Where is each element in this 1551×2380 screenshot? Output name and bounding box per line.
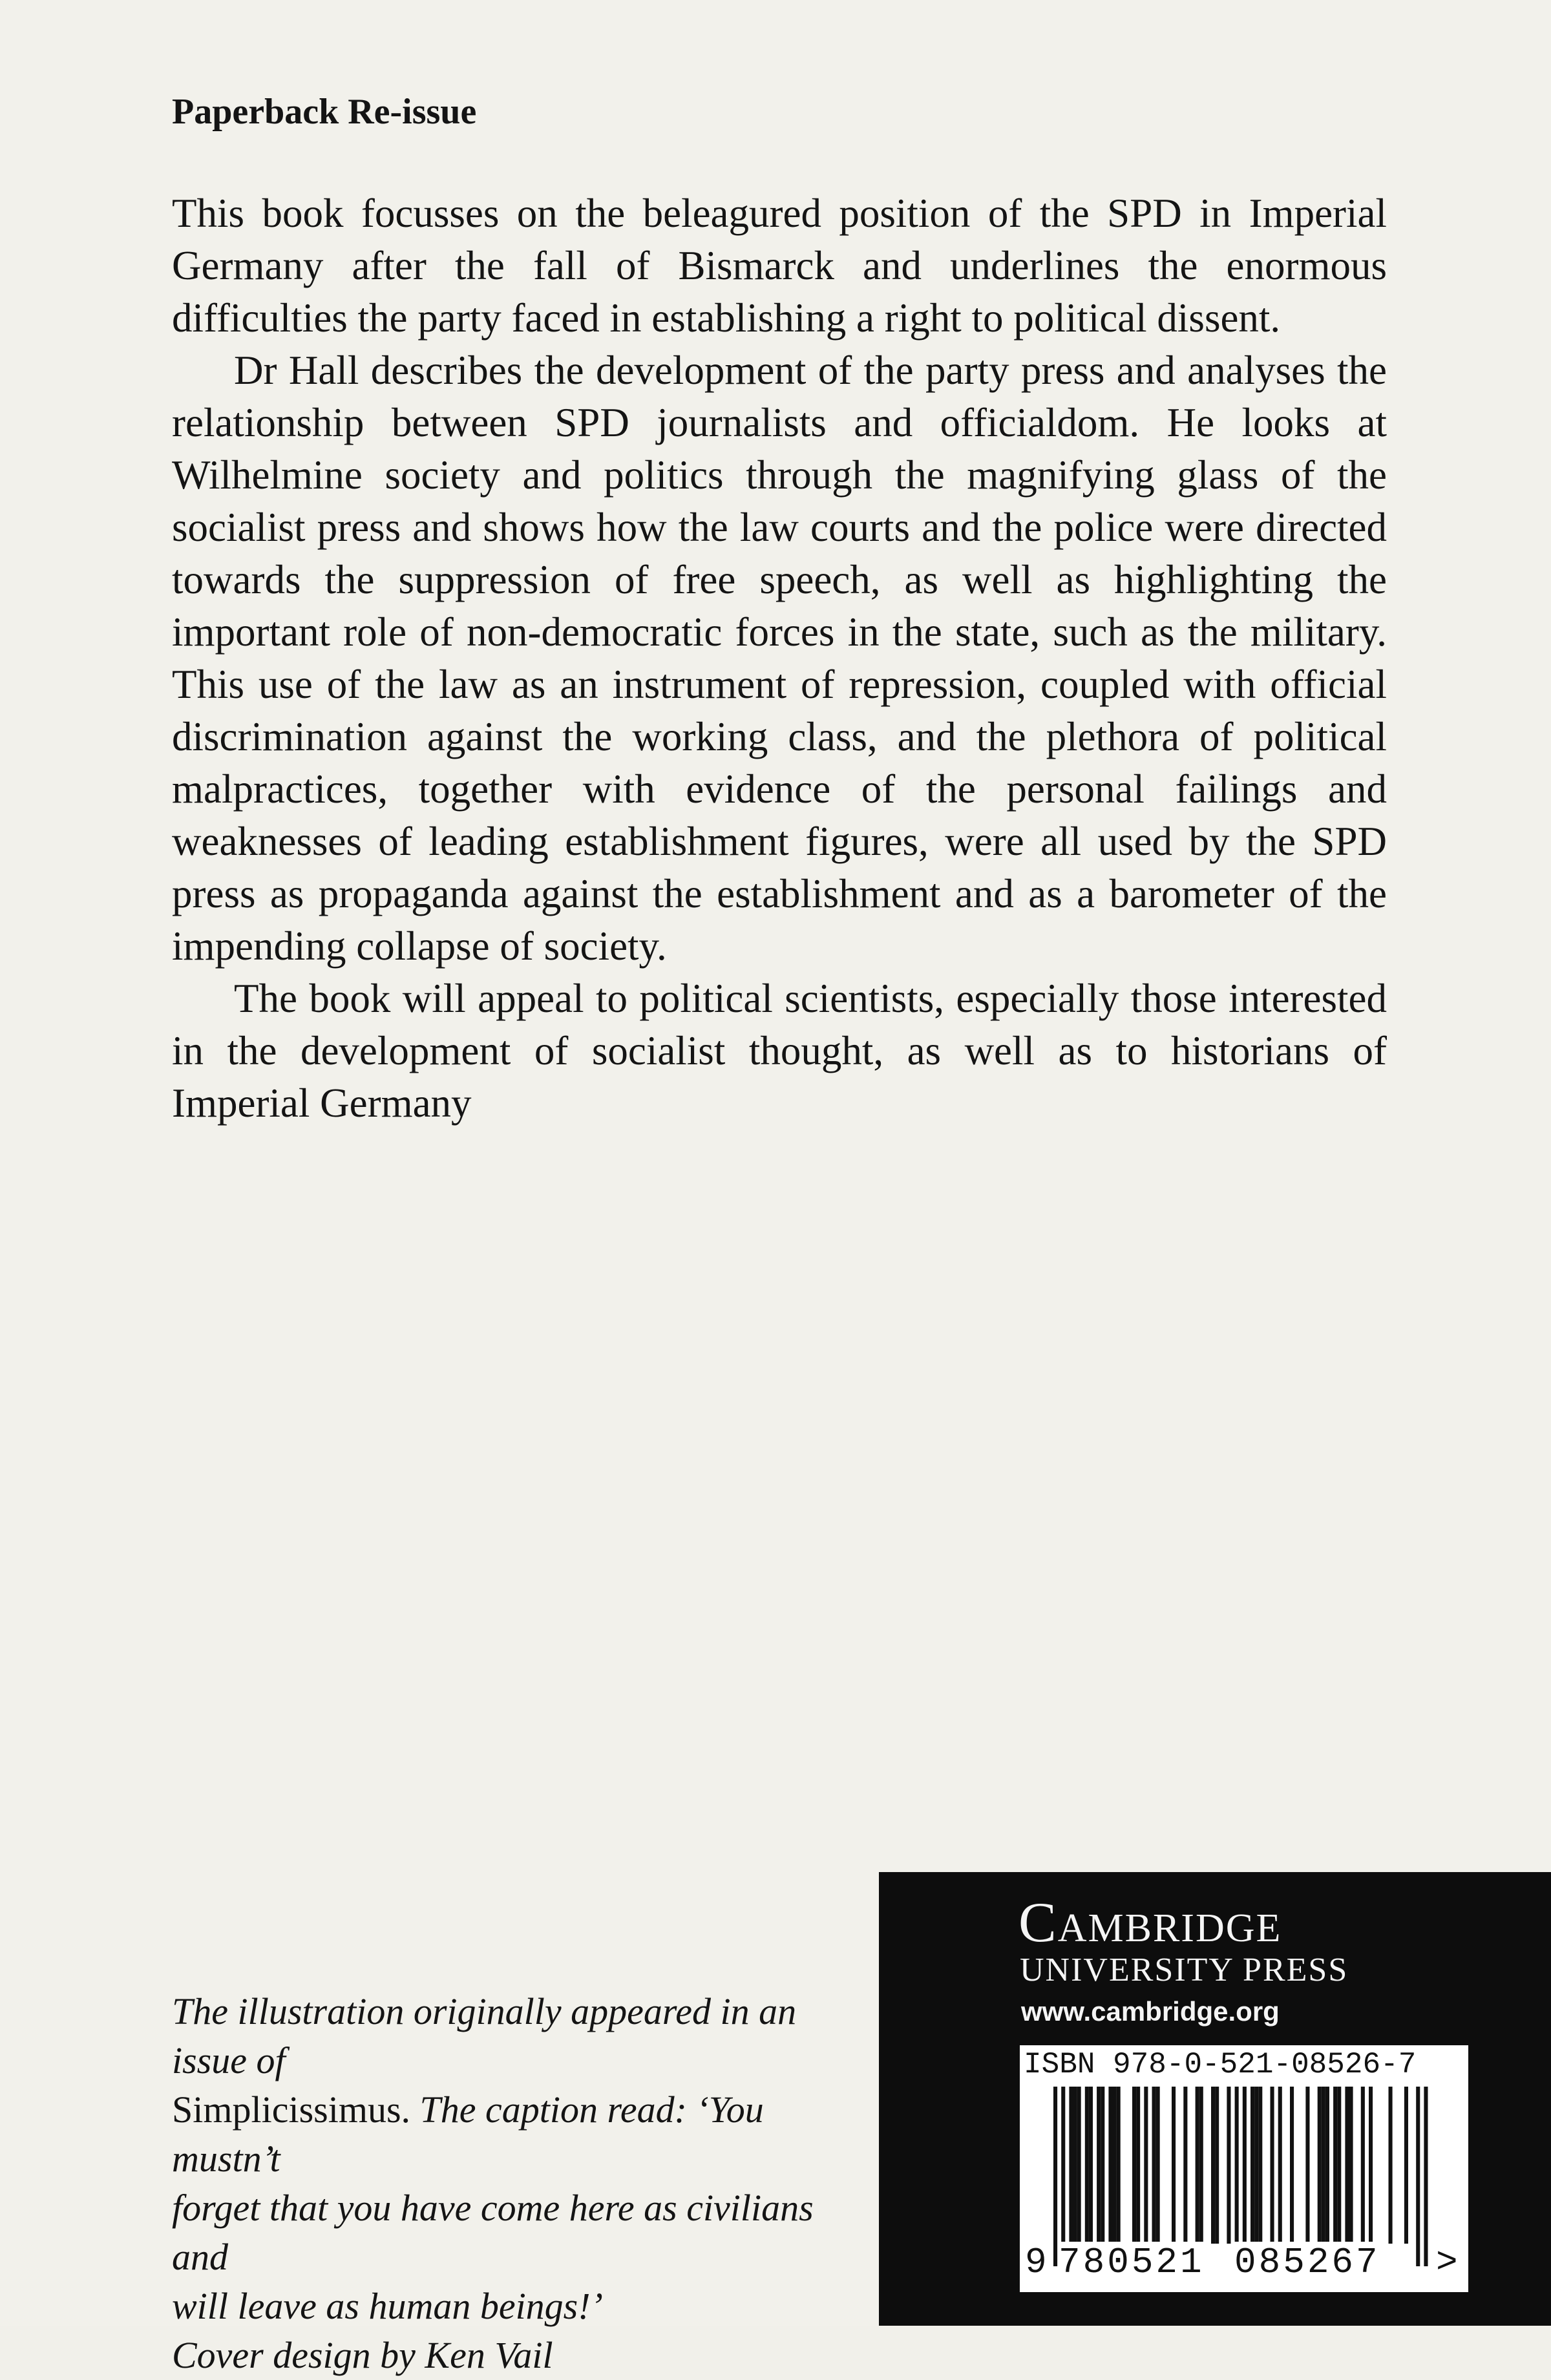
barcode-bar (1361, 2087, 1365, 2244)
barcode-quiet-mark: > (1436, 2242, 1458, 2283)
barcode-bar (1089, 2087, 1093, 2244)
publisher-name: Cambridge (1018, 1891, 1282, 1954)
barcode-bar (1322, 2087, 1325, 2244)
publisher-panel (879, 1872, 1551, 2326)
barcode-left-group: 780521 (1059, 2242, 1205, 2283)
barcode-bar (1271, 2087, 1274, 2244)
barcode-bar (1337, 2087, 1341, 2244)
barcode-bar (1053, 2087, 1057, 2266)
barcode-bar (1305, 2087, 1309, 2244)
barcode-lead-digit: 9 (1025, 2242, 1047, 2283)
barcode-bar (1152, 2087, 1156, 2244)
barcode-bar (1156, 2087, 1160, 2244)
section-heading: Paperback Re-issue (172, 92, 477, 132)
cover-credits (172, 1987, 870, 2380)
barcode-right-group: 085267 (1234, 2242, 1380, 2283)
barcode-digits (1021, 2240, 1467, 2286)
barcode-bar (1325, 2087, 1329, 2244)
credits-line-2 (172, 2085, 870, 2184)
barcode-bar (1235, 2087, 1239, 2266)
credits-line-3: forget that you have come here as civilians and (172, 2187, 814, 2278)
isbn-label: ISBN 978-0-521-08526-7 (1024, 2048, 1417, 2081)
barcode-bar (1424, 2087, 1428, 2266)
blurb-text (172, 187, 1387, 1130)
barcode-bar (1290, 2087, 1294, 2244)
barcode-bar (1389, 2087, 1393, 2244)
barcode-bar (1132, 2087, 1136, 2244)
barcode-bar (1101, 2087, 1104, 2244)
isbn-barcode (1020, 2045, 1468, 2292)
barcode-bar (1318, 2087, 1322, 2244)
barcode-bar (1196, 2087, 1199, 2244)
barcode-bar (1097, 2087, 1101, 2244)
barcode-bar (1172, 2087, 1176, 2244)
barcode-bar (1183, 2087, 1187, 2244)
credits-magazine-name: Simplicissimus. (172, 2089, 411, 2131)
publisher-subtitle: UNIVERSITY PRESS (1020, 1952, 1349, 1988)
blurb-paragraph-1: This book focusses on the beleagured position of the SPD in Imperial Germany after the fall of Bismarck and underlines the enormous difficulties the party faced in establishing a right to political dissent. (172, 191, 1387, 341)
publisher-url: www.cambridge.org (1021, 1996, 1280, 2027)
barcode-bar (1278, 2087, 1282, 2244)
credits-caption-start: The caption read: ‘You mustn’t (172, 2089, 764, 2180)
barcode-bar (1254, 2087, 1258, 2244)
barcode-bar (1144, 2087, 1148, 2244)
barcode-bar (1108, 2087, 1112, 2244)
barcode-bar (1136, 2087, 1140, 2244)
barcode-bar (1258, 2087, 1262, 2244)
barcode-bar (1085, 2087, 1089, 2244)
barcode-bar (1069, 2087, 1073, 2244)
blurb-paragraph-3: The book will appeal to political scientists, especially those interested in the development of socialist thought, as well as to historians of Imperial Germany (172, 976, 1387, 1126)
barcode-bar (1250, 2087, 1254, 2244)
barcode-bar (1227, 2087, 1230, 2244)
barcode-bar (1199, 2087, 1203, 2244)
barcode-bar (1113, 2087, 1117, 2244)
barcode-bar (1345, 2087, 1349, 2244)
barcode-bar (1243, 2087, 1247, 2266)
barcode-bar (1061, 2087, 1065, 2266)
credits-line-1: The illustration originally appeared in an issue of (172, 1990, 797, 2081)
barcode-bar (1349, 2087, 1353, 2244)
barcode-bar (1404, 2087, 1408, 2244)
barcode-bar (1416, 2087, 1420, 2266)
credits-line-4: will leave as human beings!’ (172, 2285, 603, 2327)
barcode-bar (1211, 2087, 1215, 2244)
blurb-paragraph-2: Dr Hall describes the development of the party press and analyses the relationship between SPD journalists and officialdom. He looks at Wilhelmine society and politics through the magnifying glass of the socialist press and shows how the law courts and the police were directed towards the suppression of free speech, as well as highlighting the important role of non-democratic forces in the state, such as the military. This use of the law as an instrument of repression, coupled with official discrimination against the working class, and the plethora of political malpractices, together with evidence of the personal failings and weaknesses of leading establishment figures, were all used by the SPD press as propaganda against the establishment and as a barometer of the impending collapse of society. (172, 348, 1387, 969)
barcode-bar (1117, 2087, 1121, 2244)
barcode-bar (1215, 2087, 1219, 2244)
barcode-bar (1333, 2087, 1337, 2244)
credits-line-5: Cover design by Ken Vail (172, 2334, 553, 2376)
barcode-bar (1077, 2087, 1081, 2244)
barcode-bar (1369, 2087, 1373, 2244)
barcode-bar (1073, 2087, 1077, 2244)
